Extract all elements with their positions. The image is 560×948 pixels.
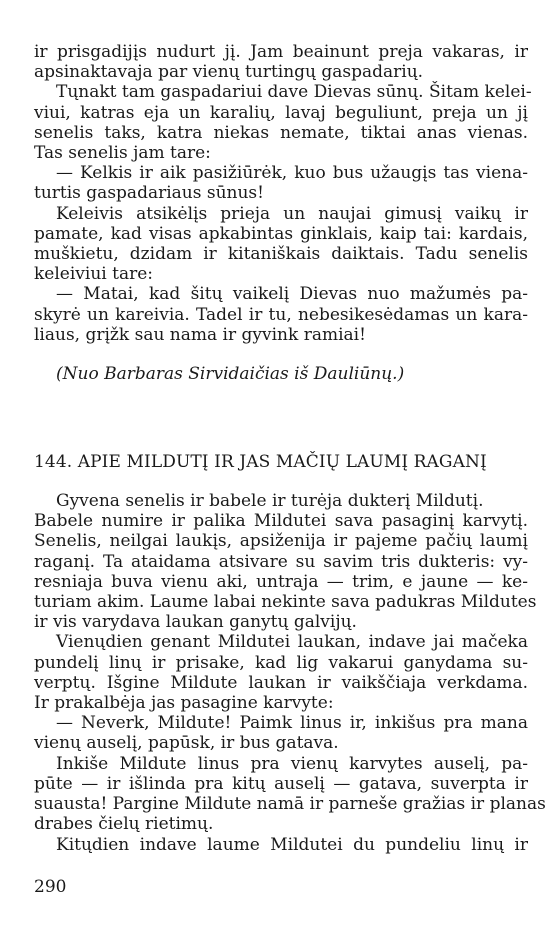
text-line: pundelį linų ir prisake, kad lig vakarui ganydama su- (34, 652, 528, 673)
text-line: resniaja buva vienu aki, untraja — trim, e jaune — ke- (34, 571, 528, 592)
text-line: Inkiše Mildute linus pra vienų karvytes auselį, pa- (56, 753, 528, 774)
text-line: pūte — ir išlinda pra kitų auselį — gatava, suverpta ir (34, 773, 528, 794)
text-line: senelis taks, katra niekas nemate, tiktai anas vienas. (34, 122, 528, 143)
text-line: Senelis, neilgai laukįs, apsiženija ir pajeme pačių laumį (34, 531, 528, 552)
text-line: ir vis varydava laukan ganytų galvijų. (34, 612, 357, 633)
text-line: Ir prakalbėja jas pasagine karvyte: (34, 693, 334, 714)
text-line: drabes čielų rietimų. (34, 814, 214, 835)
page-number: 290 (34, 877, 67, 897)
text-line: liaus, grįžk sau nama ir gyvink ramiai! (34, 324, 366, 345)
text-line: Gyvena senelis ir babele ir turėja dukterį Mildutį. (56, 491, 484, 512)
text-line: turtis gaspadariaus sūnus! (34, 183, 264, 204)
text-line: suausta! Pargine Mildute namā ir parneše gražias ir planas (34, 794, 546, 815)
text-line: — Kelkis ir aik pasižiūrėk, kuo bus užaugįs tas viena- (56, 163, 528, 184)
text-line: verptų. Išgine Mildute laukan ir vaikščiaja verkdama. (34, 672, 528, 693)
text-line: Tas senelis jam tare: (34, 143, 211, 164)
source-note: (Nuo Barbaras Sirvidaičias iš Dauliūnų.) (56, 364, 405, 385)
text-line: turiam akim. Laume labai nekinte sava padukras Mildutes (34, 592, 537, 613)
text-line: ir prisgadijįs nudurt jį. Jam beainunt preja vakaras, ir (34, 42, 528, 62)
text-line: — Neverk, Mildute! Paimk linus ir, inkišus pra mana (56, 713, 528, 734)
text-line: raganį. Ta ataidama atsivare su savim tris dukteris: vy- (34, 551, 528, 572)
text-line: Kitųdien indave laume Mildutei du pundeliu linų ir (56, 834, 528, 855)
text-line: vienų auselį, papūsk, ir bus gatava. (34, 733, 339, 754)
text-line: — Matai, kad šitų vaikelį Dievas nuo mažumės pa- (56, 284, 528, 305)
text-line: Keleivis atsikėlįs prieja un naujai gimusį vaikų ir (56, 203, 528, 224)
chapter-heading: 144. APIE MILDUTĮ IR JAS MAČIŲ LAUMĮ RAGANĮ (34, 452, 487, 473)
story-ending-text (34, 42, 532, 345)
text-line: muškietu, dzidam ir kitaniškais daiktais. Tadu senelis (34, 244, 528, 265)
text-line: viui, katras eja un karalių, lavaj beguliunt, preja un jį (34, 102, 528, 123)
text-line: Vienųdien genant Mildutei laukan, indave jai mačeka (56, 632, 528, 653)
text-line: keleiviui tare: (34, 264, 154, 285)
text-line: pamate, kad visas apkabintas ginklais, kaip tai: kardais, (34, 223, 528, 244)
text-line: Babele numire ir palika Mildutei sava pasaginį karvytį. (34, 511, 528, 532)
text-line: Tųnakt tam gaspadariui dave Dievas sūnų. Šitam kelei- (56, 82, 532, 103)
story-text (34, 491, 546, 855)
text-line: apsinaktavaja par vienų turtingų gaspadarių. (34, 62, 424, 83)
book-page (34, 42, 546, 855)
text-line: skyrė un kareivia. Tadel ir tu, nebesikesėdamas un kara- (34, 304, 528, 325)
